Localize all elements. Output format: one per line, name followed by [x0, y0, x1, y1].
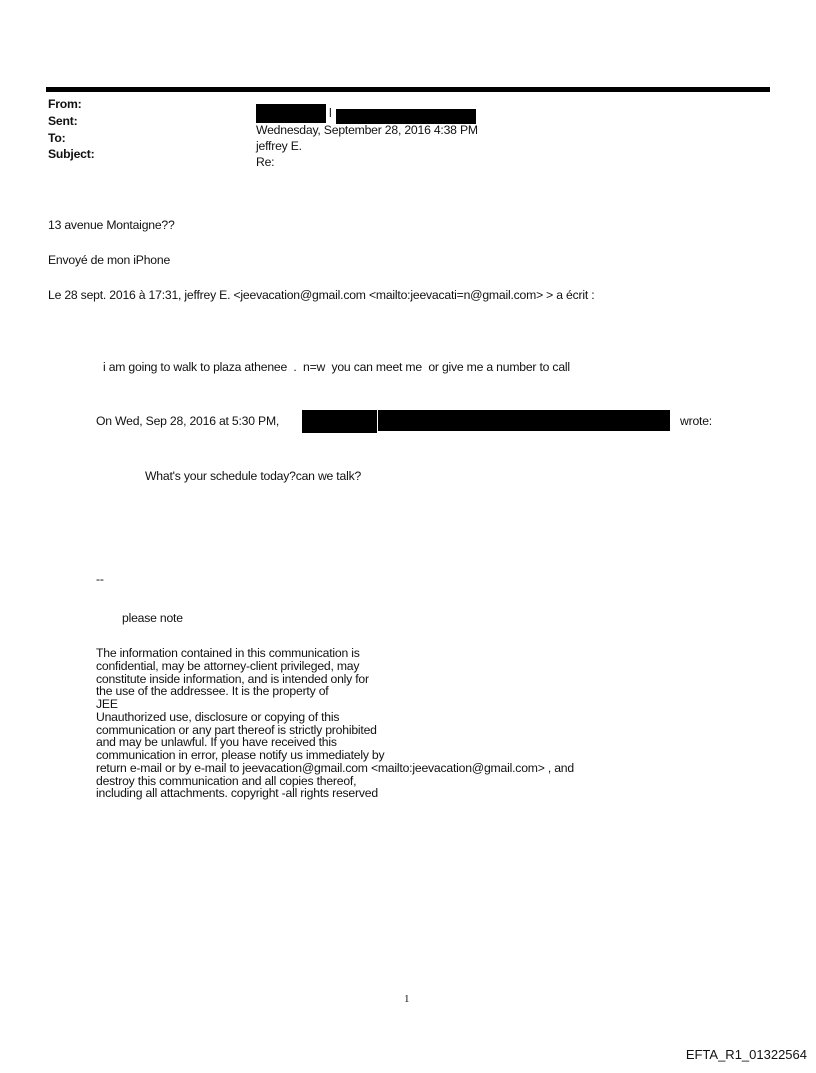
redaction-box: [256, 104, 326, 123]
disclaimer-line: communication or any part thereof is strictly prohibited: [96, 722, 377, 737]
document-id: EFTA_R1_01322564: [685, 1047, 807, 1062]
disclaimer-line: JEE: [96, 697, 118, 711]
page-number: 1: [404, 993, 410, 1005]
redaction-box: [336, 109, 476, 124]
disclaimer-line: confidential, may be attorney-client privileged, may: [96, 658, 360, 673]
redaction-box: [378, 410, 670, 431]
to-value: jeffrey E.: [256, 139, 302, 153]
disclaimer-line: communication in error, please notify us immediately by: [96, 748, 385, 762]
from-label: From:: [48, 97, 82, 111]
quote-intro: Le 28 sept. 2016 à 17:31, jeffrey E. <jeevacation@gmail.com <mailto:jeevacati=n@gmail.com> > a écrit :: [48, 288, 595, 302]
subject-label: Subject:: [48, 147, 95, 161]
subject-value: Re:: [256, 155, 275, 169]
sent-label: Sent:: [48, 114, 78, 128]
to-label: To:: [48, 131, 66, 145]
please-note: please note: [122, 611, 183, 625]
disclaimer-line: The information contained in this communication is: [96, 646, 360, 660]
reply-text: i am going to walk to plaza athenee . n=w you can meet me or give me a number to call: [103, 360, 570, 374]
quote-attribution-suffix: wrote:: [680, 414, 712, 428]
disclaimer-line: the use of the addressee. It is the property of: [96, 684, 329, 699]
body-line: 13 avenue Montaigne??: [48, 218, 175, 232]
question-text: What's your schedule today?can we talk?: [145, 469, 362, 483]
header-rule: [46, 87, 770, 92]
disclaimer-line: constitute inside information, and is intended only for: [96, 671, 369, 686]
disclaimer: [96, 647, 574, 800]
disclaimer-line: Unauthorized use, disclosure or copying of this: [96, 709, 340, 724]
signature-dashes: --: [96, 572, 104, 586]
sent-value: Wednesday, September 28, 2016 4:38 PM: [256, 123, 478, 137]
quote-attribution: On Wed, Sep 28, 2016 at 5:30 PM,: [96, 414, 280, 428]
disclaimer-line: return e-mail or by e-mail to jeevacation@gmail.com <mailto:jeevacation@gmail.com> , and: [96, 760, 574, 775]
disclaimer-line: and may be unlawful. If you have received this: [96, 735, 337, 750]
from-separator: l: [329, 106, 332, 120]
disclaimer-line: including all attachments. copyright -all rights reserved: [96, 786, 378, 801]
redaction-box: [302, 410, 377, 433]
signature: Envoyé de mon iPhone: [48, 253, 171, 267]
disclaimer-line: destroy this communication and all copies thereof,: [96, 773, 357, 788]
